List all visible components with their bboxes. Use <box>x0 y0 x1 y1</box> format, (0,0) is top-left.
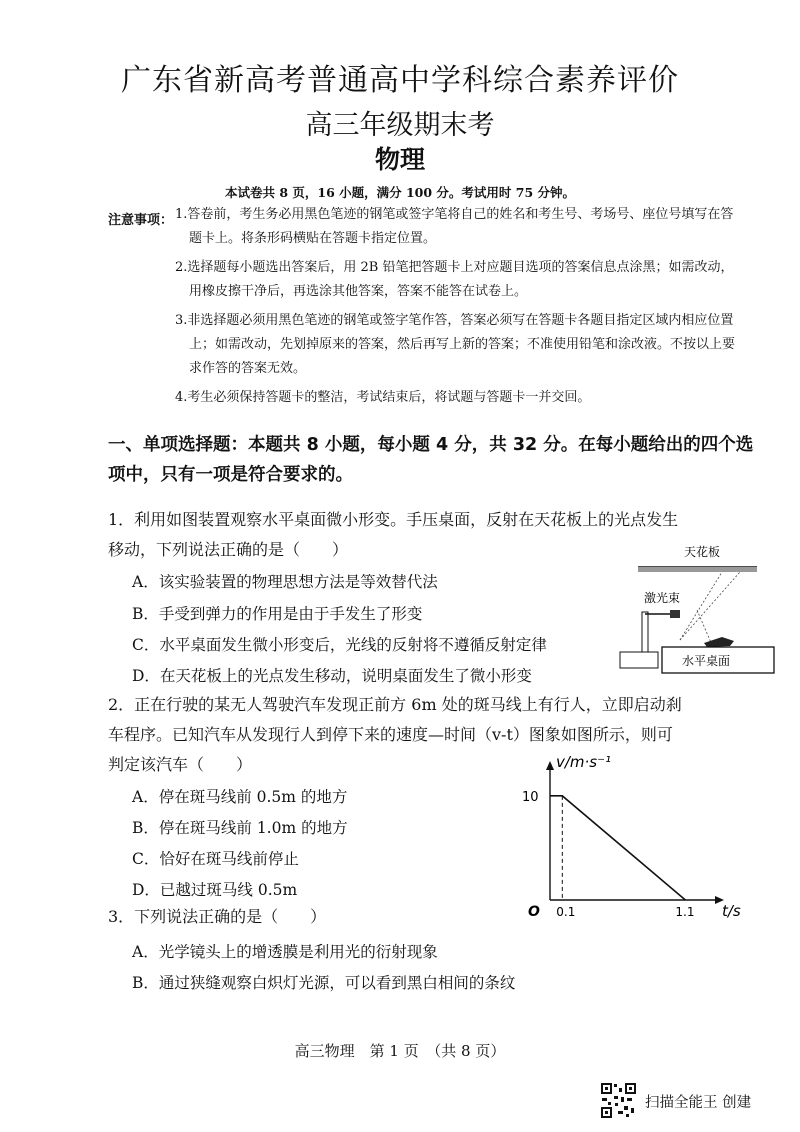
q3-option-b: B．通过狭缝观察白炽灯光源，可以看到黑白相间的条纹 <box>132 974 516 992</box>
x-axis-label: t/s <box>722 902 741 920</box>
q2-option-d: D．已越过斑马线 0.5m <box>132 881 298 899</box>
laser-head <box>670 610 680 618</box>
q2-option-c: C．恰好在斑马线前停止 <box>132 850 299 868</box>
q2-option-a: A．停在斑马线前 0.5m 的地方 <box>132 788 348 806</box>
y-axis-label: v/m·s⁻¹ <box>556 753 612 771</box>
notice-item-2: 2.选择题每小题选出答案后，用 2B 铅笔把答题卡上对应题目选项的答案信息点涂黑；如需改动， 用橡皮擦干净后，再选涂其他答案，答案不能答在试卷上。 <box>175 260 734 299</box>
y-tick-label-10: 10 <box>522 789 539 805</box>
q1-option-d: D．在天花板上的光点发生移动，说明桌面发生了微小形变 <box>132 667 532 685</box>
laser-base <box>620 652 658 668</box>
vt-chart <box>500 752 741 927</box>
page-footer: 高三物理 第 1 页 （共 8 页） <box>294 1042 506 1060</box>
x-tick-label-0.1: 0.1 <box>556 905 576 919</box>
notice-label: 注意事项： <box>108 213 174 228</box>
section-heading: 一、单项选择题：本题共 8 小题，每小题 4 分，共 32 分。在每小题给出的四个选 项中，只有一项是符合要求的。 <box>108 435 754 485</box>
exam-title: 广东省新高考普通高中学科综合素养评价 <box>121 63 679 98</box>
q1-option-c: C．水平桌面发生微小形变后，光线的反射将不遵循反射定律 <box>132 636 547 654</box>
ceiling-label: 天花板 <box>684 545 721 559</box>
velocity-series-line <box>550 796 685 900</box>
laser-beam-incident <box>680 572 722 640</box>
q2-option-b: B．停在斑马线前 1.0m 的地方 <box>132 819 348 837</box>
scanner-watermark: 扫描全能王 创建 <box>645 1095 752 1111</box>
subject-title: 物理 <box>374 145 425 174</box>
q3-option-a: A．光学镜头上的增透膜是利用光的衍射现象 <box>132 943 438 961</box>
laser-beam-reflected <box>680 572 740 640</box>
q1-option-a: A．该实验装置的物理思想方法是等效替代法 <box>132 573 438 591</box>
y-axis-arrow <box>546 761 554 770</box>
notice-item-4: 4.考生必须保持答题卡的整洁，考试结束后，将试题与答题卡一并交回。 <box>175 390 591 405</box>
x-tick-label-1.1: 1.1 <box>675 905 695 919</box>
laser-label: 激光束 <box>644 591 681 605</box>
origin-label: O <box>528 904 540 920</box>
question-3: 3．下列说法正确的是（ ） <box>108 907 327 926</box>
laser-beam-source <box>697 610 712 645</box>
laser-stand <box>642 612 648 652</box>
mirror-on-desk <box>704 637 734 647</box>
exam-info: 本试卷共 8 页，16 小题，满分 100 分。考试用时 75 分钟。 <box>224 185 576 200</box>
notice-item-1: 1.答卷前，考生务必用黑色笔迹的钢笔或签字笔将自己的姓名和考生号、考场号、座位号填写在答 题卡上。将条形码横贴在答题卡指定位置。 <box>175 207 734 246</box>
question-1: 1．利用如图装置观察水平桌面微小形变。手压桌面，反射在天花板上的光点发生 移动，下列说法正确的是（ ） <box>108 510 679 559</box>
question-2: 2．正在行驶的某无人驾驶汽车发现正前方 6m 处的斑马线上有行人，立即启动刹 车程序。已知汽车从发现行人到停下来的速度—时间（v-t）图象如图所示，则可 判定该汽车（ ） <box>108 695 682 774</box>
qr-code-icon <box>600 1082 637 1119</box>
notice-item-3: 3.非选择题必须用黑色笔迹的钢笔或签字笔作答，答案必须写在答题卡各题目指定区域内相应位置 上；如需改动，先划掉原来的答案，然后再写上新的答案；不准使用铅笔和涂改液。不按以上要 求作答的答案无效。 <box>175 313 736 376</box>
q1-apparatus-figure <box>612 540 784 680</box>
exam-subtitle: 高三年级期末考 <box>305 110 495 141</box>
notice-list <box>175 203 765 410</box>
q1-option-b: B．手受到弹力的作用是由于手发生了形变 <box>132 605 423 623</box>
ceiling-board <box>638 567 757 572</box>
desk-label: 水平桌面 <box>682 654 731 668</box>
